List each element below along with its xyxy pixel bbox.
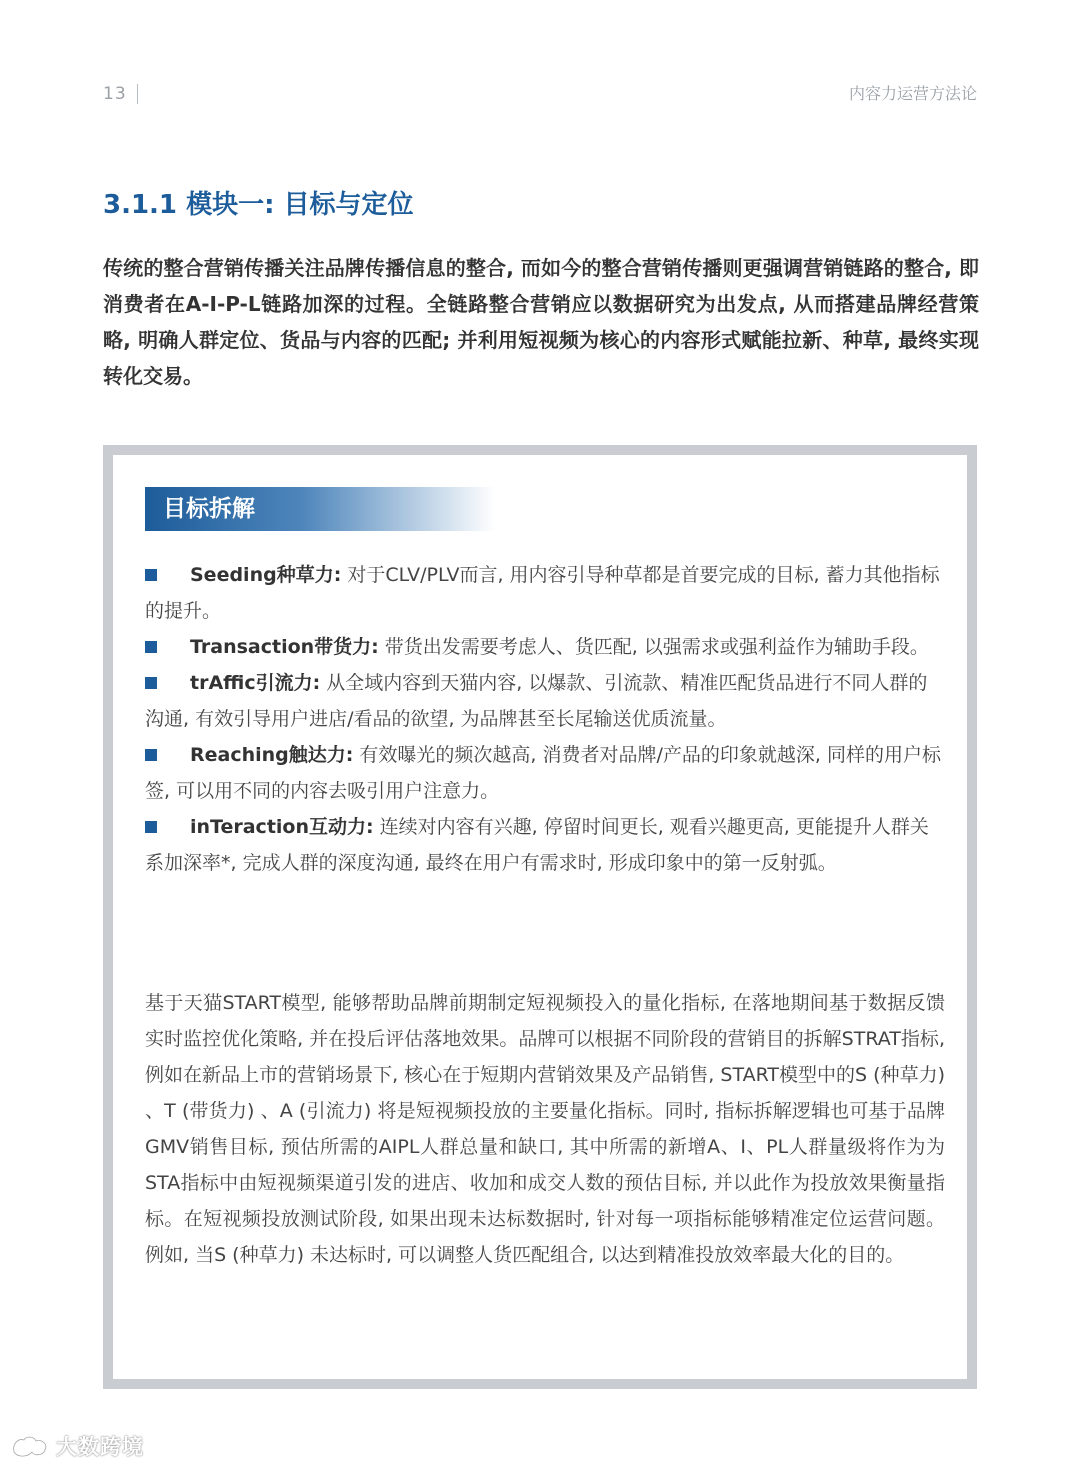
bullet-square-icon <box>145 749 157 761</box>
bullet-square-icon <box>145 821 157 833</box>
watermark-text: 大数跨境 <box>56 1435 144 1459</box>
list-item <box>145 809 945 881</box>
list-item <box>145 665 945 737</box>
page-header <box>0 0 1080 130</box>
bullet-square-icon <box>145 569 157 581</box>
bullet-term: Seeding种草力: <box>190 564 342 586</box>
bullet-list <box>145 557 945 881</box>
watermark-logo-icon <box>10 1432 50 1460</box>
bullet-term: inTeraction互动力: <box>190 816 374 838</box>
running-title: 内容力运营方法论 <box>848 84 977 103</box>
list-item <box>145 557 945 629</box>
bullet-term: Transaction带货力: <box>190 636 379 658</box>
box-title: 目标拆解 <box>145 487 495 531</box>
page-number: 13 <box>103 84 138 104</box>
bullet-text: 有效曝光的频次越高, 消费者对品牌/产品的印象就越深, 同样的用户标签, 可以用不同的内容去吸引用户注意力。 <box>145 744 941 802</box>
list-item <box>145 629 945 665</box>
bullet-text: 连续对内容有兴趣, 停留时间更长, 观看兴趣更高, 更能提升人群关系加深率*, 完成人群的深度沟通, 最终在用户有需求时, 形成印象中的第一反射弧。 <box>145 816 929 874</box>
bullet-term: trAffic引流力: <box>190 672 321 694</box>
list-item <box>145 737 945 809</box>
watermark <box>10 1430 144 1462</box>
bullet-text: 从全域内容到天猫内容, 以爆款、引流款、精准匹配货品进行不同人群的沟通, 有效引导用户进店/看品的欲望, 为品牌甚至长尾输送优质流量。 <box>145 672 928 730</box>
bullet-term: Reaching触达力: <box>190 744 354 766</box>
section-heading: 3.1.1 模块一: 目标与定位 <box>103 190 414 220</box>
goal-breakdown-box <box>103 445 977 1389</box>
bullet-text: 带货出发需要考虑人、货匹配, 以强需求或强利益作为辅助手段。 <box>378 636 929 658</box>
bullet-square-icon <box>145 677 157 689</box>
box-body-paragraph: 基于天猫START模型, 能够帮助品牌前期制定短视频投入的量化指标, 在落地期间基于数据反馈实时监控优化策略, 并在投后评估落地效果。品牌可以根据不同阶段的营销目的拆解STRAT指标, 例如在新品上市的营销场景下, 核心在于短期内营销效果及产品销售, START模型中的S (种草力) 、T (带货力) 、A (引流力) 将是短视频投放的主要量化指标。同时, 指标拆解逻辑也可基于品牌GMV销售目标, 预估所需的AIPL人群总量和缺口, 其中所需的新增A、I、PL人群量级将作为为STA指标中由短视频渠道引发的进店、收加和成交人数的预估目标, 并以此作为投放效果衡量指标。在短视频投放测试阶段, 如果出现未达标数据时, 针对每一项指标能够精准定位运营问题。例如, 当S (种草力) 未达标时, 可以调整人货匹配组合, 以达到精准投放效率最大化的目的。 <box>145 992 945 1266</box>
bullet-square-icon <box>145 641 157 653</box>
bullet-text: 对于CLV/PLV而言, 用内容引导种草都是首要完成的目标, 蓄力其他指标的提升。 <box>145 564 940 622</box>
intro-paragraph: 传统的整合营销传播关注品牌传播信息的整合, 而如今的整合营销传播则更强调营销链路的整合, 即消费者在A-I-P-L链路加深的过程。全链路整合营销应以数据研究为出发点, 从而搭建品牌经营策略, 明确人群定位、货品与内容的匹配; 并利用短视频为核心的内容形式赋能拉新、种草, 最终实现转化交易。 <box>103 256 979 388</box>
